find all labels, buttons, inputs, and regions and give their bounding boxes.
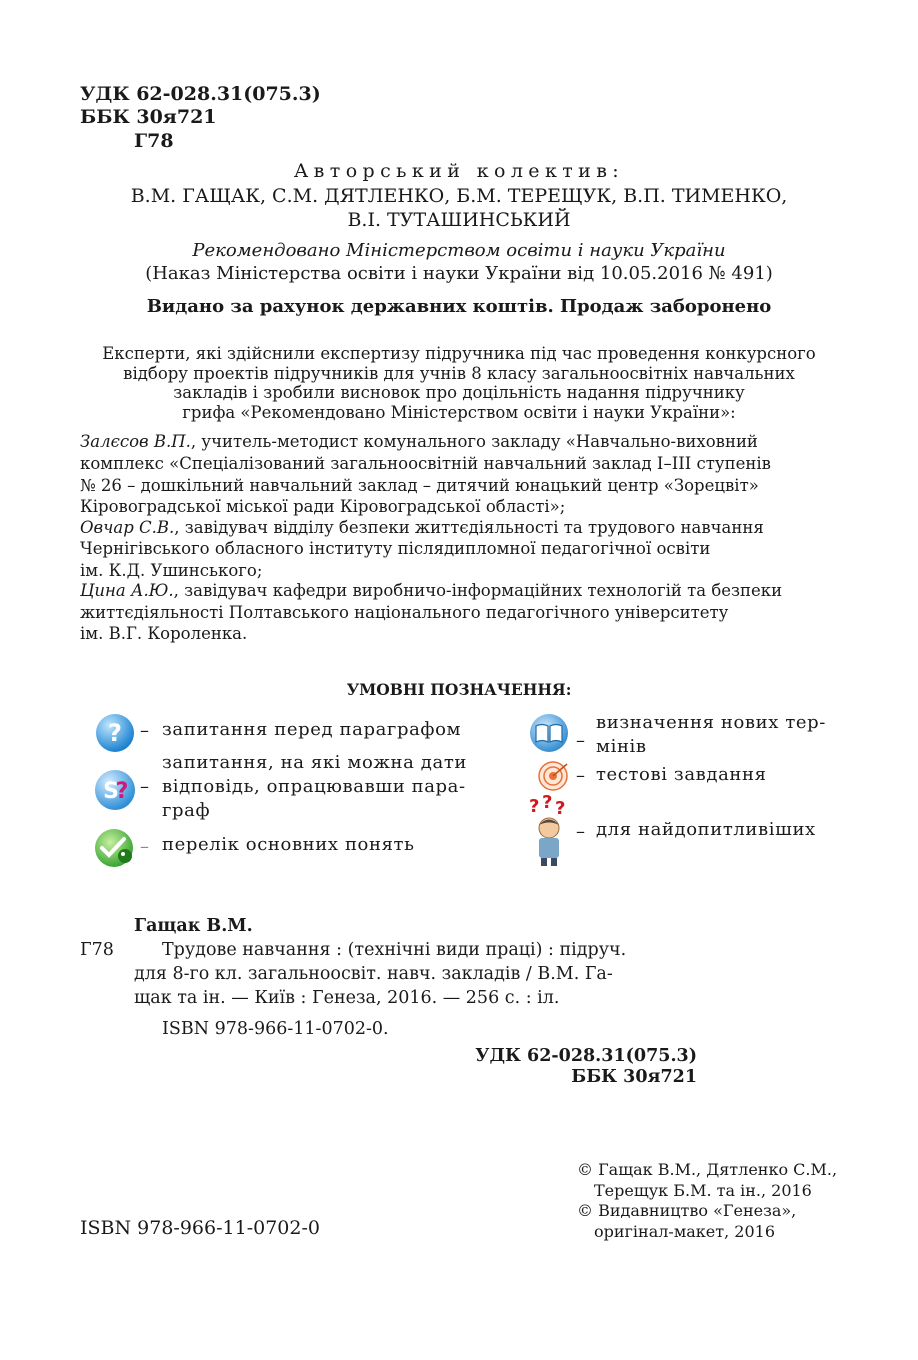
catalog-line-3: щак та ін. — Київ : Генеза, 2016. — 256 с. : іл. [134, 988, 560, 1008]
catalog-bbk: ББК 30я721 [571, 1067, 697, 1087]
legend-item-answerable-line-1: запитання, на які можна дати [162, 752, 467, 773]
svg-text:?: ? [529, 796, 540, 817]
concepts-checklist-icon [92, 826, 138, 870]
expert-zalesov-line-4: Кіровоградської міської ради Кіровоградської області»; [80, 497, 566, 516]
catalog-author: Гащак В.М. [134, 916, 253, 936]
experts-intro-line: закладів і зробили висновок про доцільність надання підручнику [173, 383, 745, 403]
svg-text:?: ? [115, 779, 129, 804]
curious-boy-icon [527, 792, 571, 866]
copyright-publisher-line-1: © Видавництво «Генеза», [577, 1201, 797, 1220]
authors-line-2: В.І. ТУТАШИНСЬКИЙ [347, 209, 571, 231]
expert-name: Цина А.Ю. [80, 581, 174, 600]
bbk-code: ББК 30я721 [80, 106, 217, 128]
legend-item-new-terms-line-1: визначення нових тер- [596, 712, 826, 733]
expert-zalesov-line-1: Залєсов В.П., учитель-методист комунального закладу «Навчально-виховний [80, 432, 758, 451]
expert-zalesov-line-2: комплекс «Спеціалізований загальноосвітній навчальний заклад І–ІІІ ступенів [80, 454, 771, 473]
catalog-code: Г78 [80, 940, 114, 960]
expert-name: Залєсов В.П. [80, 432, 191, 451]
experts-intro-line: Експерти, які здійснили експертизу підручника під час проведення конкурсного [102, 344, 816, 363]
legend-item-tests: тестові завдання [596, 764, 767, 785]
funded-notice: Видано за рахунок державних коштів. Продаж заборонено [146, 296, 772, 317]
target-icon [537, 760, 569, 792]
experts-intro [0, 344, 918, 422]
experts-intro-line: відбору проектів підручників для учнів 8 класу загальноосвітніх навчальних [123, 363, 795, 383]
legend-item-new-terms-line-2: мінів [596, 736, 647, 757]
author-mark-code: Г78 [134, 130, 174, 152]
expert-tsyna-line-2: життєдіяльності Полтавського національного педагогічного університету [80, 603, 729, 622]
footer-isbn: ISBN 978-966-11-0702-0 [80, 1217, 320, 1239]
expert-zalesov-line-3: № 26 – дошкільний навчальний заклад – дитячий юнацький центр «Зорецвіт» [80, 476, 759, 495]
legend-item-curious: для найдопитливіших [596, 819, 816, 840]
catalog-isbn: ISBN 978-966-11-0702-0. [162, 1019, 389, 1039]
expert-ovchar-line-2: Чернігівського обласного інституту післядипломної педагогічної освіти [80, 539, 711, 558]
legend-dash: – [140, 720, 149, 741]
udk-code: УДК 62-028.31(075.3) [80, 83, 321, 105]
legend-dash: – [140, 836, 149, 857]
order-text: (Наказ Міністерства освіти і науки України від 10.05.2016 № 491) [145, 263, 773, 284]
expert-tsyna-line-3: ім. В.Г. Короленка. [80, 624, 248, 643]
svg-text:?: ? [542, 792, 553, 813]
expert-tsyna-line-1: Цина А.Ю., завідувач кафедри виробничо-інформаційних технологій та безпеки [80, 581, 783, 600]
authors-heading: Авторський колектив: [293, 160, 625, 182]
brain-question-icon [93, 768, 137, 812]
legend-item-answerable-line-3: граф [162, 800, 211, 821]
catalog-line-2: для 8-го кл. загальноосвіт. навч. закладів / В.М. Га- [134, 964, 613, 984]
legend-dash: – [576, 821, 585, 842]
experts-intro-line: грифа «Рекомендовано Міністерством освіти і науки України»: [182, 402, 736, 422]
copyright-publisher-line-2: оригінал-макет, 2016 [594, 1222, 776, 1241]
open-book-icon [527, 712, 571, 754]
expert-name: Овчар С.В. [80, 518, 175, 537]
svg-text:?: ? [555, 798, 566, 819]
legend-item-question: запитання перед параграфом [162, 719, 462, 740]
legend-dash: – [576, 730, 585, 751]
copyright-authors-line-1: © Гащак В.М., Дятленко С.М., [577, 1160, 838, 1179]
expert-ovchar-line-1: Овчар С.В., завідувач відділу безпеки життєдіяльності та трудового навчання [80, 518, 764, 537]
legend-item-answerable-line-2: відповідь, опрацювавши пара- [162, 776, 466, 797]
expert-ovchar-line-3: ім. К.Д. Ушинського; [80, 561, 263, 580]
question-icon [94, 712, 136, 754]
catalog-line-1: Трудове навчання : (технічні види праці) : підруч. [162, 940, 627, 960]
legend-dash: – [576, 765, 585, 786]
legend-dash: – [140, 776, 149, 797]
legend-item-concepts: перелік основних понять [162, 834, 415, 855]
svg-text:?: ? [108, 719, 122, 747]
legend-title: УМОВНІ ПОЗНАЧЕННЯ: [346, 680, 572, 699]
copyright-authors-line-2: Терещук Б.М. та ін., 2016 [594, 1181, 812, 1200]
recommendation-text: Рекомендовано Міністерством освіти і науки України [192, 240, 726, 261]
catalog-udk: УДК 62-028.31(075.3) [475, 1046, 697, 1066]
svg-text:S: S [103, 779, 119, 804]
authors-line-1: В.М. ГАЩАК, С.М. ДЯТЛЕНКО, Б.М. ТЕРЕЩУК, В.П. ТИМЕНКО, [130, 185, 788, 207]
